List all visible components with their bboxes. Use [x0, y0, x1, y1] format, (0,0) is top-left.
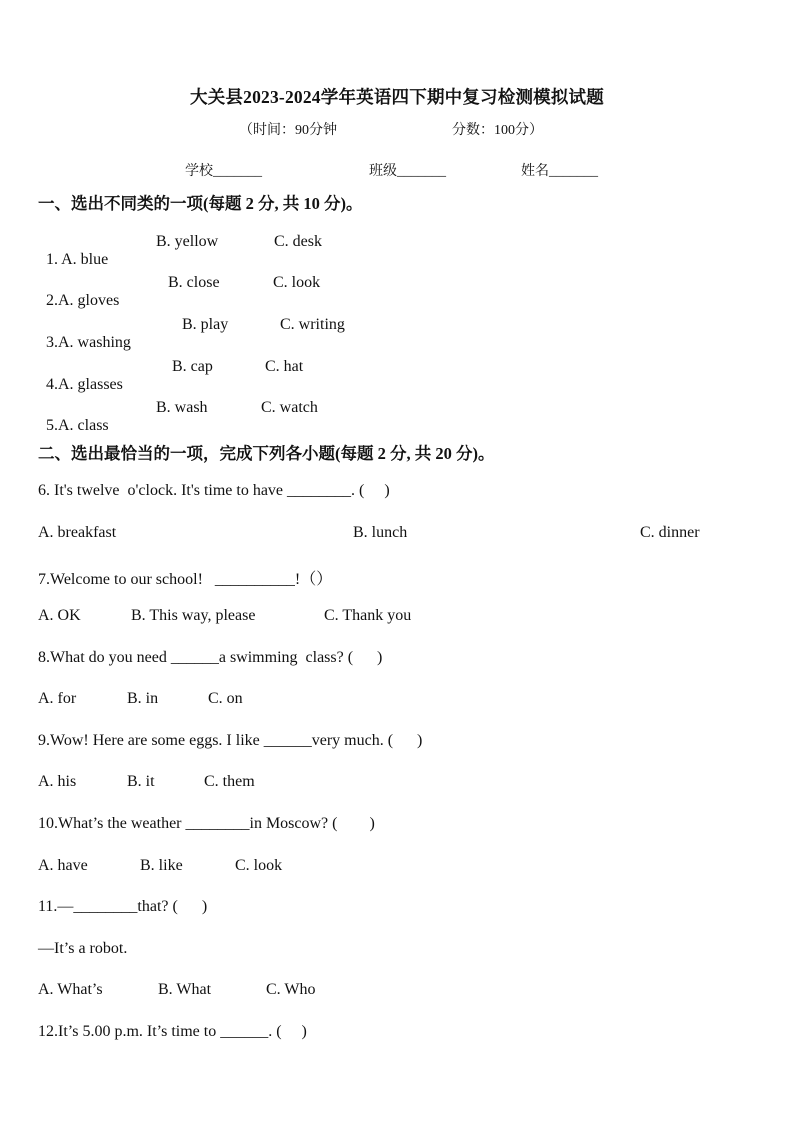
q9-option-a[interactable]: A. his: [38, 773, 77, 790]
q6-option-b[interactable]: B. lunch: [353, 524, 408, 541]
option-a[interactable]: A. glasses: [58, 376, 123, 393]
option-a[interactable]: A. class: [58, 417, 109, 434]
q7-option-a[interactable]: A. OK: [38, 607, 81, 624]
q7-stem: 7.Welcome to our school!: [38, 571, 215, 588]
option-c[interactable]: C. watch: [261, 399, 318, 416]
q8-option-c[interactable]: C. on: [208, 690, 243, 707]
question-10: 10.What’s the weather ________in Moscow? ( ): [38, 815, 375, 832]
q11-option-a[interactable]: A. What’s: [38, 981, 103, 998]
q6-option-c[interactable]: C. dinner: [640, 524, 700, 541]
question-1: [38, 233, 108, 269]
question-8: 8.What do you need ______a swimming class? ( ): [38, 649, 383, 666]
question-number: 4.: [46, 376, 58, 393]
q9-option-b[interactable]: B. it: [127, 773, 155, 790]
q7-blank[interactable]: __________: [214, 571, 295, 588]
q10-option-c[interactable]: C. look: [235, 857, 283, 874]
question-3: [38, 316, 131, 352]
class-field: [369, 160, 446, 180]
exam-time: （时间：90分钟: [239, 123, 337, 138]
page-title: 大关县2023-2024学年英语四下期中复习检测模拟试题: [190, 87, 604, 107]
option-c[interactable]: C. desk: [274, 233, 322, 250]
option-b[interactable]: B. play: [182, 316, 229, 333]
question-number: 1.: [46, 251, 62, 268]
question-4: [38, 358, 123, 394]
q11-response: —It’s a robot.: [38, 940, 128, 957]
section-2-heading: 二、选出最恰当的一项，完成下列各小题(每题 2 分, 共 20 分)。: [38, 444, 495, 463]
question-7: [38, 566, 332, 589]
option-c[interactable]: C. hat: [265, 358, 304, 375]
q11-option-c[interactable]: C. Who: [266, 981, 316, 998]
question-12: 12.It’s 5.00 p.m. It’s time to ______. ( ): [38, 1023, 307, 1040]
exam-score: 分数：100分）: [452, 123, 543, 138]
question-number: 2.: [46, 292, 58, 309]
option-c[interactable]: C. writing: [280, 316, 345, 333]
q11-option-b[interactable]: B. What: [158, 981, 212, 998]
school-field: [185, 160, 262, 180]
q7-tail: !（）: [294, 571, 333, 588]
q9-option-c[interactable]: C. them: [204, 773, 255, 790]
class-label: 班级: [369, 164, 397, 179]
question-number: 3.: [46, 334, 58, 351]
q10-option-a[interactable]: A. have: [38, 857, 88, 874]
option-a[interactable]: A. gloves: [58, 292, 120, 309]
option-b[interactable]: B. close: [168, 274, 220, 291]
question-6: 6. It's twelve o'clock. It's time to have ________. ( ): [38, 482, 390, 499]
option-b[interactable]: B. yellow: [156, 233, 219, 250]
name-field: [521, 160, 598, 180]
q10-option-b[interactable]: B. like: [140, 857, 183, 874]
q8-option-b[interactable]: B. in: [127, 690, 159, 707]
question-9: 9.Wow! Here are some eggs. I like ______very much. ( ): [38, 732, 423, 749]
name-label: 姓名: [521, 164, 549, 179]
option-c[interactable]: C. look: [273, 274, 321, 291]
section-1-heading: 一、选出不同类的一项(每题 2 分, 共 10 分)。: [38, 194, 363, 213]
school-blank[interactable]: _______: [213, 164, 262, 179]
name-blank[interactable]: _______: [549, 164, 598, 179]
option-b[interactable]: B. cap: [172, 358, 213, 375]
class-blank[interactable]: _______: [397, 164, 446, 179]
q6-option-a[interactable]: A. breakfast: [38, 524, 117, 541]
option-b[interactable]: B. wash: [156, 399, 208, 416]
q8-option-a[interactable]: A. for: [38, 690, 77, 707]
question-11: 11.—________that? ( ): [38, 898, 208, 915]
school-label: 学校: [185, 164, 213, 179]
question-5: [38, 399, 109, 435]
q7-option-c[interactable]: C. Thank you: [324, 607, 412, 624]
option-a[interactable]: A. washing: [58, 334, 131, 351]
q7-option-b[interactable]: B. This way, please: [131, 607, 256, 624]
question-2: [38, 274, 119, 310]
option-a[interactable]: A. blue: [61, 251, 109, 268]
question-number: 5.: [46, 417, 58, 434]
